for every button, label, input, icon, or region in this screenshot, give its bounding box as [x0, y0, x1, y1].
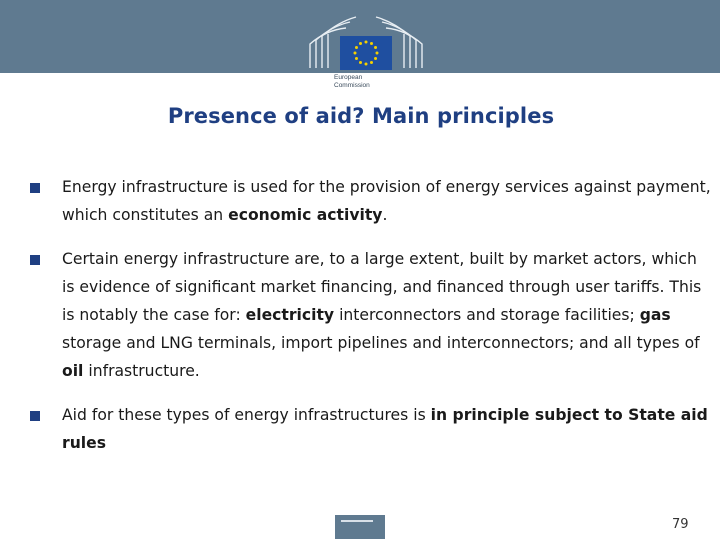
bullet-list — [30, 173, 714, 473]
page-number: 79 — [672, 517, 689, 532]
bullet-text — [62, 178, 711, 224]
eu-star-icon — [376, 52, 379, 55]
commission-building-icon — [306, 8, 426, 74]
bullet-segment: Certain energy infrastructure are, to a large extent, built by market actors, which is evidence of significant market financing, and financed through user tariffs. This is notably the case for: — [62, 250, 702, 324]
bullet-square-icon — [30, 183, 40, 193]
logo-label — [334, 74, 394, 90]
bullet-emphasis: electricity — [245, 306, 335, 324]
logo-label-line2: Commission — [334, 82, 370, 89]
bullet-segment: storage and LNG terminals, import pipelines and interconnectors; and all types of — [62, 334, 700, 352]
logo-label-line1: European — [334, 74, 363, 81]
bullet-segment: infrastructure. — [83, 362, 200, 380]
eu-star-icon — [374, 46, 377, 49]
eu-star-icon — [365, 41, 368, 44]
bullet-square-icon — [30, 411, 40, 421]
bullet-emphasis: economic activity — [228, 206, 383, 224]
bullet-square-icon — [30, 255, 40, 265]
eu-star-icon — [374, 57, 377, 60]
eu-star-icon — [365, 63, 368, 66]
eu-star-icon — [359, 61, 362, 64]
eu-star-icon — [354, 52, 357, 55]
bullet-item — [30, 401, 714, 457]
bullet-text — [62, 406, 708, 452]
bullet-item — [30, 245, 714, 385]
bullet-item — [30, 173, 714, 229]
eu-star-icon — [370, 42, 373, 45]
footer-commission-logo — [335, 515, 385, 539]
eu-star-icon — [370, 61, 373, 64]
bullet-segment: Energy infrastructure is used for the provision of energy services against payment, which constitutes an — [62, 178, 711, 224]
bullet-segment: interconnectors and storage facilities; — [334, 306, 640, 324]
bullet-emphasis: in principle subject to State aid rules — [62, 406, 708, 452]
bullet-emphasis: gas — [639, 306, 671, 324]
bullet-text — [62, 250, 701, 380]
bullet-segment: . — [382, 206, 388, 224]
slide-title: Presence of aid? Main principles — [167, 104, 555, 128]
bullet-segment: Aid for these types of energy infrastructures is — [62, 406, 431, 424]
footer-logo-mark — [341, 520, 373, 522]
bullet-emphasis: oil — [62, 362, 84, 380]
eu-star-icon — [355, 46, 358, 49]
eu-star-icon — [355, 57, 358, 60]
eu-star-icon — [359, 42, 362, 45]
